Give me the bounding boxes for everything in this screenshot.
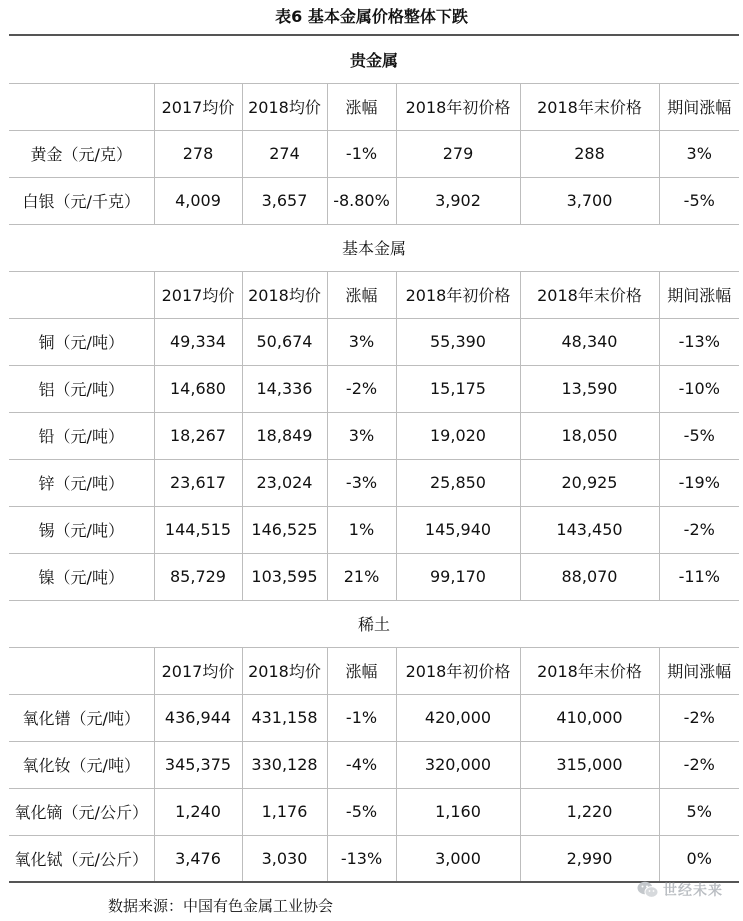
table-cell: -3% xyxy=(327,459,396,506)
section-row xyxy=(9,35,739,83)
table-row xyxy=(9,177,739,224)
table-cell: 13,590 xyxy=(520,365,659,412)
table-cell: 23,024 xyxy=(242,459,327,506)
table-cell: -1% xyxy=(327,130,396,177)
table-cell: 18,267 xyxy=(154,412,242,459)
table-cell: 3,657 xyxy=(242,177,327,224)
table-cell: 320,000 xyxy=(396,741,520,788)
table-cell: -13% xyxy=(327,835,396,882)
table-cell: 50,674 xyxy=(242,318,327,365)
table-cell: -10% xyxy=(659,365,739,412)
table-cell: 3,476 xyxy=(154,835,242,882)
table-cell: 1,160 xyxy=(396,788,520,835)
row-label: 黄金（元/克） xyxy=(9,130,154,177)
table-cell: -8.80% xyxy=(327,177,396,224)
column-header: 2018均价 xyxy=(242,83,327,130)
table-cell: 18,050 xyxy=(520,412,659,459)
table-cell: 99,170 xyxy=(396,553,520,600)
column-header: 2018年末价格 xyxy=(520,647,659,694)
table-cell: -11% xyxy=(659,553,739,600)
table-cell: 55,390 xyxy=(396,318,520,365)
table-row xyxy=(9,553,739,600)
data-source-note: 数据来源：中国有色金属工业协会 xyxy=(108,897,334,915)
table-row xyxy=(9,506,739,553)
row-label: 锌（元/吨） xyxy=(9,459,154,506)
table-cell: 14,680 xyxy=(154,365,242,412)
row-label: 铜（元/吨） xyxy=(9,318,154,365)
row-label: 氧化镨（元/吨） xyxy=(9,694,154,741)
row-label: 铝（元/吨） xyxy=(9,365,154,412)
table-cell: 330,128 xyxy=(242,741,327,788)
table-cell: 288 xyxy=(520,130,659,177)
table-cell: 410,000 xyxy=(520,694,659,741)
table-cell: -2% xyxy=(659,506,739,553)
table-cell: -2% xyxy=(327,365,396,412)
column-header: 涨幅 xyxy=(327,271,396,318)
table-row xyxy=(9,318,739,365)
column-header: 2017均价 xyxy=(154,647,242,694)
column-header: 2018年初价格 xyxy=(396,271,520,318)
table-cell: 0% xyxy=(659,835,739,882)
table-cell: -19% xyxy=(659,459,739,506)
column-header xyxy=(9,271,154,318)
table-cell: 103,595 xyxy=(242,553,327,600)
table-cell: 25,850 xyxy=(396,459,520,506)
table-cell: -5% xyxy=(659,412,739,459)
table-cell: 5% xyxy=(659,788,739,835)
column-header: 2017均价 xyxy=(154,83,242,130)
column-header: 2018年末价格 xyxy=(520,83,659,130)
table-cell: 1,240 xyxy=(154,788,242,835)
section-title: 基本金属 xyxy=(9,224,739,271)
table-cell: 436,944 xyxy=(154,694,242,741)
table-cell: 315,000 xyxy=(520,741,659,788)
table-cell: 279 xyxy=(396,130,520,177)
table-cell: 3,700 xyxy=(520,177,659,224)
column-header: 2018均价 xyxy=(242,271,327,318)
table-cell: 14,336 xyxy=(242,365,327,412)
watermark xyxy=(637,880,723,900)
table-cell: 3,030 xyxy=(242,835,327,882)
table-cell: 2,990 xyxy=(520,835,659,882)
column-header: 2018年末价格 xyxy=(520,271,659,318)
row-label: 镍（元/吨） xyxy=(9,553,154,600)
table-cell: 1,220 xyxy=(520,788,659,835)
table-row xyxy=(9,788,739,835)
table-cell: 278 xyxy=(154,130,242,177)
table-cell: 49,334 xyxy=(154,318,242,365)
table-cell: 143,450 xyxy=(520,506,659,553)
table-row xyxy=(9,741,739,788)
table-cell: 21% xyxy=(327,553,396,600)
table-title: 表6 基本金属价格整体下跌 xyxy=(275,7,468,26)
table-cell: -4% xyxy=(327,741,396,788)
table-row xyxy=(9,130,739,177)
table-row xyxy=(9,835,739,882)
table-cell: 144,515 xyxy=(154,506,242,553)
section-row xyxy=(9,224,739,271)
section-row xyxy=(9,600,739,647)
table-cell: -5% xyxy=(327,788,396,835)
table-cell: 431,158 xyxy=(242,694,327,741)
row-label: 氧化镝（元/公斤） xyxy=(9,788,154,835)
metal-price-table xyxy=(9,34,739,883)
table-cell: 420,000 xyxy=(396,694,520,741)
column-header: 期间涨幅 xyxy=(659,647,739,694)
table-row xyxy=(9,365,739,412)
table-cell: 18,849 xyxy=(242,412,327,459)
column-header: 期间涨幅 xyxy=(659,83,739,130)
table-cell: 23,617 xyxy=(154,459,242,506)
table-cell: -2% xyxy=(659,694,739,741)
table-cell: 48,340 xyxy=(520,318,659,365)
table-cell: 85,729 xyxy=(154,553,242,600)
row-label: 锡（元/吨） xyxy=(9,506,154,553)
header-row xyxy=(9,271,739,318)
table-row xyxy=(9,459,739,506)
row-label: 氧化铽（元/公斤） xyxy=(9,835,154,882)
section-title: 稀土 xyxy=(9,600,739,647)
column-header: 涨幅 xyxy=(327,83,396,130)
table-cell: 3% xyxy=(659,130,739,177)
table-cell: 3,902 xyxy=(396,177,520,224)
table-cell: -5% xyxy=(659,177,739,224)
table-cell: 1% xyxy=(327,506,396,553)
wechat-logo-icon xyxy=(637,881,659,899)
table-cell: 3,000 xyxy=(396,835,520,882)
table-cell: 4,009 xyxy=(154,177,242,224)
table-cell: -1% xyxy=(327,694,396,741)
table-row xyxy=(9,694,739,741)
table-cell: 145,940 xyxy=(396,506,520,553)
column-header: 涨幅 xyxy=(327,647,396,694)
table-cell: 20,925 xyxy=(520,459,659,506)
table-cell: 1,176 xyxy=(242,788,327,835)
column-header xyxy=(9,83,154,130)
column-header: 期间涨幅 xyxy=(659,271,739,318)
table-cell: 146,525 xyxy=(242,506,327,553)
row-label: 白银（元/千克） xyxy=(9,177,154,224)
column-header: 2018年初价格 xyxy=(396,647,520,694)
table-cell: -13% xyxy=(659,318,739,365)
table-cell: 19,020 xyxy=(396,412,520,459)
table-cell: -2% xyxy=(659,741,739,788)
table-cell: 274 xyxy=(242,130,327,177)
table-row xyxy=(9,412,739,459)
column-header: 2017均价 xyxy=(154,271,242,318)
row-label: 氧化钕（元/吨） xyxy=(9,741,154,788)
table-cell: 345,375 xyxy=(154,741,242,788)
section-title: 贵金属 xyxy=(9,35,739,83)
watermark-text: 世经未来 xyxy=(663,883,723,899)
header-row xyxy=(9,83,739,130)
header-row xyxy=(9,647,739,694)
column-header: 2018年初价格 xyxy=(396,83,520,130)
table-cell: 3% xyxy=(327,412,396,459)
row-label: 铅（元/吨） xyxy=(9,412,154,459)
table-cell: 88,070 xyxy=(520,553,659,600)
table-cell: 3% xyxy=(327,318,396,365)
column-header xyxy=(9,647,154,694)
column-header: 2018均价 xyxy=(242,647,327,694)
table-cell: 15,175 xyxy=(396,365,520,412)
